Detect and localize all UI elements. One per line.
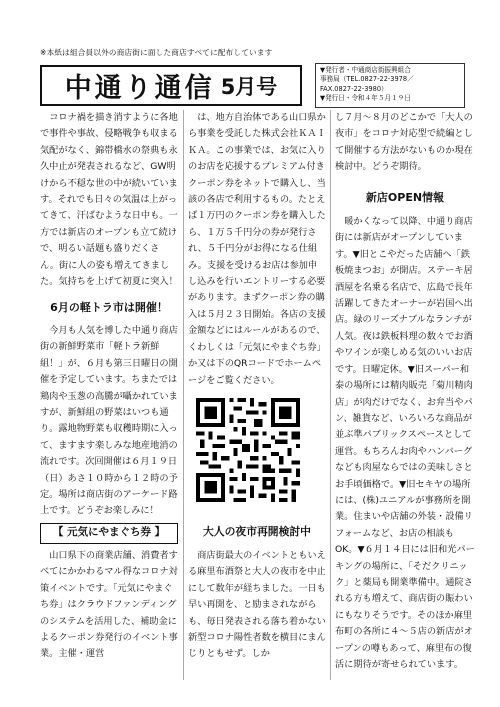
- column-3: [335, 110, 475, 673]
- publish-date: ▼発行日・令和４年５月１９日: [320, 94, 411, 103]
- section-heading-genki-yamaguchi: 【 元気にやまぐち券 】: [40, 523, 178, 544]
- newsletter-title: 中通り通信: [64, 73, 215, 104]
- new-shops-paragraph: 暖かくなって以降、中通り商店街には新店がオープンしています。▼旧とこやだった店舗へ「鉄板焼まつお」が開店。ステーキ居酒屋を名乗る名店で、広島で長年活躍してきたオーナーが岩国へ出店。緑のリーズナブルなランチが人気。夜は鉄板料理の数々でお酒やワインが楽しめる気のいいお店です。日曜定休。▼旧スーパー和泰の場所には精肉販売「菊川精肉店」が肉だけでなく、お弁当やパン、雑貨など、いろいろな商品が並ぶ準パブリックスペースとして運営。もちろんお肉やハンバーグなども肉屋ならではの美味しさとお手頃価格で。▼旧セキヤの場所には、(株)ユニアルが事務所を開業。住まいや店舗の外装・設備リフォームなど、お店の相談もOK。▼６月１４日には旧和光パーキングの場所に、「そだクリニック」と薬局も開業準備中。通院される方も増えて、商店街の賑わいにもなりそうです。そのほか麻里布町の各所に４～５店の新店がオープンの噂もあって、麻里布の復活に期待が寄せられています。: [335, 216, 475, 670]
- issue-label: 5月号: [220, 74, 278, 99]
- section-heading-new-shops: 新店OPEN情報: [365, 190, 445, 204]
- intro-paragraph: コロナ禍を描き消すように各地で事件や事故、侵略戦争も収まる気配がなく、錦帯橋水の祭典も永久中止が発表されるなど、GW明けから不穏な世の中が続いています。それでも日々の気温は上がってきて、汗ばむような日中も。一方では新店のオープンも立て続けで、明るい話題も盛りだくさん。街に人の姿も増えてきました。気持ちを上げて初夏に突入！: [40, 112, 178, 288]
- newsletter-masthead: [40, 65, 302, 106]
- qr-code[interactable]: [196, 398, 300, 502]
- publisher-line: FAX.0827-22-3980）: [320, 84, 388, 93]
- section-heading-adult-night-market: 大人の夜市再開検討中: [203, 525, 311, 538]
- publisher-line: ▼発行者・中通商店街振興組合: [320, 66, 411, 74]
- kei-truck-paragraph: 今月も人気を博した中通り商店街の新鮮野菜市「軽トラ新鮮組！」が、６月も第三日曜日の開催を予定しています。ちまたでは鶏肉や玉葱の高騰が囁かれていますが、新鮮組の野菜はいつも通り。露地物野菜も収穫時期に入って、ますます楽しみな地産地消の流れです。次回開催は６月１９日（日）あさ１０時から１２時の予定。場所は商店街のアーケード路上です。どうぞお楽しみに！: [40, 324, 178, 517]
- qr-code-graphic: [196, 398, 300, 502]
- column-2-bottom: [188, 548, 326, 663]
- publisher-box: [315, 63, 465, 108]
- column-2: [188, 110, 326, 389]
- genki-yamaguchi-paragraph: 山口県下の商業店舗、消費者すべてにかかわるマル得なコロナ対策イベントです。「元気にやまぐち券」はクラウドファンディングのシステムを活用した、補助金によるクーポン券発行のイベント事業。主催・運営: [40, 550, 178, 660]
- column-1-bottom: [40, 548, 178, 663]
- coupon-paragraph: は、地方自治体である山口県から事業を受託した株式会社ＫＡＩＫＡ。この事業では、お気に入りのお店を応援するプレミアム付きクーポン券をネットで購入し、当該の各店で利用するもの。たとえば１万円のクーポン券を購入したら、１万５千円分の券が発行され、５千円分がお得になる仕組み。支援を受けるお店は参加申し込みを行いエントリーする必要があります。まずクーポン券の購入は５月２３日開始。各店の支援金額などにはルールがあるので、くわしくは「元気にやまぐち券」か又は下のQRコードでホームページをご覧ください。: [188, 112, 326, 386]
- column-divider: [183, 110, 184, 680]
- night-market-paragraph: 商店街最大のイベントともいえる麻里布酒祭と大人の夜市を中止にして数年が経ちました。一日も早い再開を、と励まされながらも、毎日発表される落ち着かない新型コロナ陽性者数を横目にまんじりともせず。しか: [188, 550, 326, 660]
- column-divider: [330, 110, 331, 680]
- distribution-note: ※本紙は組合員以外の商店街に面した商店すべてに配布しています: [40, 48, 273, 57]
- publisher-line: 事務局（TEL.0827-22-3978／: [320, 75, 414, 84]
- night-market-continued: し７月～８月のどこかで「大人の夜市」をコロナ対応型で続編として開催する方法がないものか現在検討中。どうぞ期待。: [335, 112, 473, 173]
- column-1: [40, 110, 178, 520]
- section-heading-kei-truck-market: 6月の軽トラ市は開催！: [50, 301, 168, 315]
